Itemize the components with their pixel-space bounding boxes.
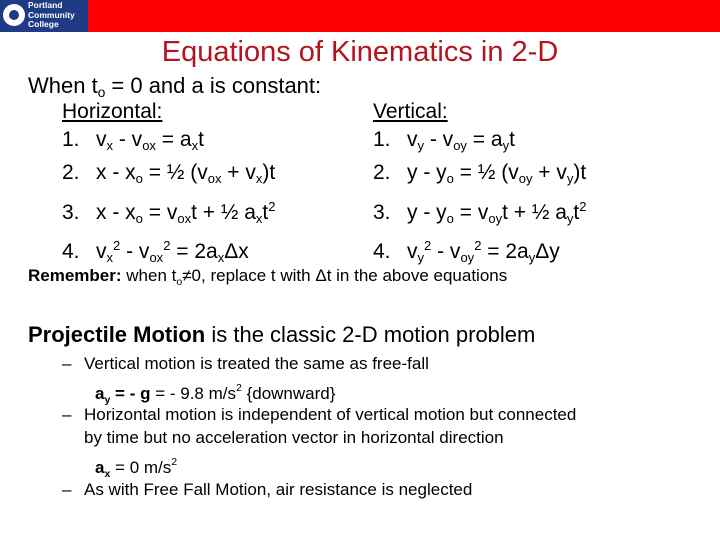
intro-line: When $t_o = 0$ and a is constant: bbox=[28, 73, 322, 100]
projectile-heading: Projectile Motion is the classic 2-D motion problem bbox=[28, 322, 536, 347]
bullet-item: – As with Free Fall Motion, air resistance is neglected bbox=[62, 480, 473, 499]
logo-line: College bbox=[28, 19, 59, 30]
equation-row: 3. $y - y_o = v_{oy}t$ + ½ $a_yt^2$ bbox=[373, 198, 587, 226]
seal-icon bbox=[3, 4, 25, 26]
bullet-continuation: by time but no acceleration vector in horizontal direction bbox=[84, 428, 504, 447]
bullet-equation: $a_y$ = - g = - 9.8 $m/s^2$ {downward} bbox=[95, 382, 336, 406]
college-logo bbox=[0, 0, 88, 32]
vertical-heading: Vertical: bbox=[373, 100, 448, 123]
equation-row: 3. $x - x_o = v_{ox}t$ + ½ $a_xt^2$ bbox=[62, 198, 276, 226]
header-bar bbox=[0, 0, 720, 32]
logo-text bbox=[28, 1, 75, 30]
equation-row: 4. $v_x^2 - v_{ox}^2 = 2a_x\Delta x$ bbox=[62, 238, 249, 265]
bullet-item: – Vertical motion is treated the same as free-fall bbox=[62, 354, 429, 373]
equation-row: 2. x - $x_o$ = ½ $(v_{ox} + v_x)t$ bbox=[62, 161, 276, 186]
equation-row: 2. y - $y_o$ = ½ $(v_{oy} + v_y)t$ bbox=[373, 161, 587, 186]
horizontal-equations bbox=[62, 98, 276, 272]
logo-line: Community bbox=[28, 9, 75, 20]
vertical-equations bbox=[373, 98, 587, 272]
equation-row: 1. $v_x - v_{ox} = a_xt$ bbox=[62, 127, 204, 153]
logo-line: Portland bbox=[28, 0, 63, 10]
bullet-equation: $a_x = 0$ $m/s^2$ bbox=[95, 456, 178, 480]
slide-title: Equations of Kinematics in 2-D bbox=[161, 36, 559, 68]
equation-row: 1. $v_y - v_{oy} = a_yt$ bbox=[373, 127, 515, 153]
remember-note: Remember: when $t_o\ne 0$, replace t with Δt in the above equations bbox=[28, 266, 508, 288]
bullet-item: – Horizontal motion is independent of vertical motion but connected bbox=[62, 405, 577, 424]
equation-row: 4. $v_y^2 - v_{oy}^2 = 2a_y\Delta y$ bbox=[373, 238, 560, 265]
remember-label: Remember: bbox=[28, 266, 122, 285]
horizontal-heading: Horizontal: bbox=[62, 100, 163, 123]
